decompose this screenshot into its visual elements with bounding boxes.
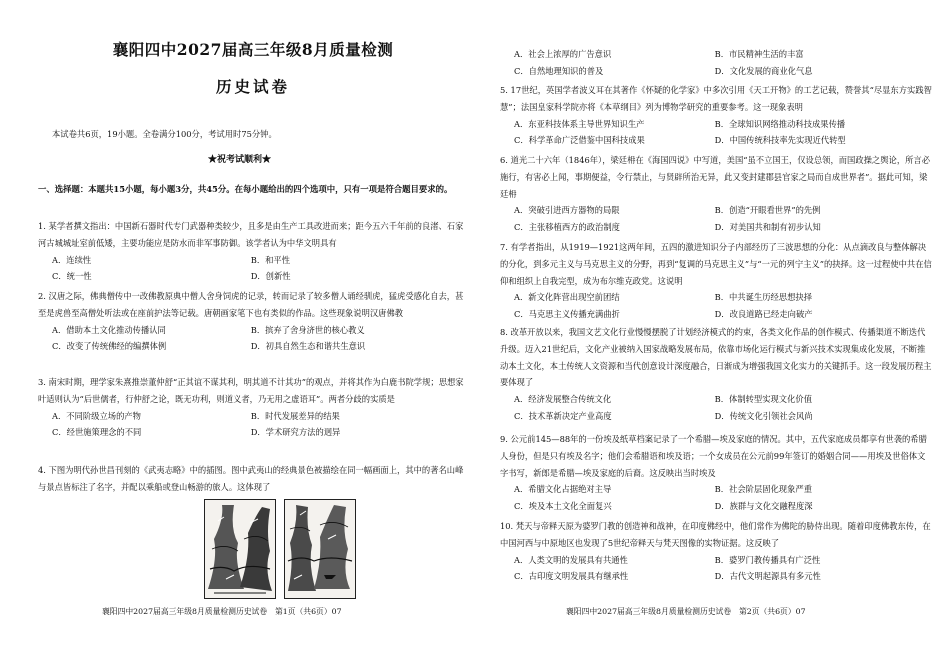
option-c[interactable]: C．主张移植西方的政治制度 xyxy=(514,222,620,233)
option-b[interactable]: B．时代发展差异的结果 xyxy=(250,410,340,421)
option-a[interactable]: A．突破引进西方器物的局限 xyxy=(514,205,620,216)
option-a[interactable]: A．希腊文化占据绝对主导 xyxy=(514,484,612,495)
question-2 xyxy=(38,288,466,355)
option-a[interactable]: A．社会上浓厚的广告意识 xyxy=(514,49,612,59)
option-d[interactable]: D．初具自然生态和谐共生意识 xyxy=(250,341,366,352)
wuyi-illustration xyxy=(204,499,356,599)
option-c[interactable]: C．改变了传统佛经的编撰体例 xyxy=(52,341,167,352)
options xyxy=(500,116,932,150)
option-c[interactable]: C．科学革命广泛借鉴中国科技成果 xyxy=(514,135,645,146)
option-c[interactable]: C．经世施策理念的不同 xyxy=(52,427,142,438)
question-stem: 2. 汉唐之际，佛典僧传中一改佛教原典中僧人舍身饲虎的记录，转而记录了较多僧人诵经驯虎，猛虎受感化自去，甚至是虎兽至高僧处听法或在座前护法等记载。唐朝画家笔下也有类似的作品。这些现象说明汉唐佛教 xyxy=(38,291,464,318)
options xyxy=(500,391,932,425)
option-a[interactable]: A．不同阶级立场的产物 xyxy=(52,410,141,421)
question-8 xyxy=(500,324,932,425)
footer-left: 襄阳四中2027届高三年级8月质量检测历史试卷 第1页（共6页）07 xyxy=(102,607,342,616)
option-b[interactable]: B．创造“开眼看世界”的先例 xyxy=(714,205,821,216)
options xyxy=(38,408,466,442)
option-a[interactable]: A．经济发展整合传统文化 xyxy=(514,394,612,405)
question-stem: 1. 某学者撰文指出：中国新石器时代专门武器种类较少，且多是由生产工具改进而来；距今五六千年前的良渚、石家河古城城址室前低矮，主要功能应是防水而非军事防御。该学者认为中华文明具有 xyxy=(38,221,464,248)
question-3 xyxy=(38,374,466,441)
question-4-options xyxy=(500,46,932,80)
options xyxy=(500,481,932,515)
question-stem: 3. 南宋时期，理学家朱熹推崇董仲舒“正其谊不谋其利，明其道不计其功”的观点，并将其作为白鹿书院学规；思想家叶适则认为“后世儒者，行仲舒之论，既无功利，则道义者，乃无用之虚语耳”。两者分歧的实质是 xyxy=(38,377,464,404)
option-b[interactable]: B．和平性 xyxy=(250,254,291,265)
question-1 xyxy=(38,218,466,285)
option-d[interactable]: D．文化发展的商业化气息 xyxy=(714,65,813,76)
question-10 xyxy=(500,518,932,585)
question-stem: 5. 17世纪，英国学者波义耳在其著作《怀疑的化学家》中多次引用《天工开物》的工艺记载，赞誉其“尽显东方实践智慧”；法国皇家科学院亦将《本草纲目》列为博物学研究的重要参考。这一现象表明 xyxy=(500,85,932,112)
option-a[interactable]: A．新文化阵营出现空前团结 xyxy=(514,292,620,303)
option-c[interactable]: C．统一性 xyxy=(52,271,92,282)
woodblock-print-left-icon xyxy=(204,499,276,599)
option-c[interactable]: C．马克思主义传播充满曲折 xyxy=(514,309,620,320)
option-a[interactable]: A．连续性 xyxy=(52,254,92,265)
options xyxy=(500,289,932,323)
option-d[interactable]: D．古代文明起源具有多元性 xyxy=(714,571,821,582)
question-7 xyxy=(500,239,932,323)
section-heading: 一、选择题：本题共15小题，每小题3分，共45分。在每小题给出的四个选项中，只有一项是符合题目要求的。 xyxy=(38,184,453,194)
option-a[interactable]: A．借助本土文化推动传播认同 xyxy=(52,324,166,335)
option-c[interactable]: C．自然地理知识的普及 xyxy=(514,65,604,76)
question-5 xyxy=(500,82,932,149)
option-c[interactable]: C．古印度文明发展具有继承性 xyxy=(514,571,629,582)
question-6 xyxy=(500,152,932,236)
option-c[interactable]: C．技术革新决定产业高度 xyxy=(514,410,612,421)
option-d[interactable]: D．创新性 xyxy=(250,271,291,282)
exam-title: 襄阳四中2027届高三年级8月质量检测 xyxy=(112,40,394,59)
option-b[interactable]: B．全球知识网络推动科技成果传播 xyxy=(714,118,846,129)
options xyxy=(500,202,932,236)
options xyxy=(500,46,932,80)
question-4 xyxy=(38,462,466,496)
option-b[interactable]: B．摈弃了舍身济世的核心教义 xyxy=(250,324,365,335)
option-b[interactable]: B．社会阶层固化现象严重 xyxy=(714,484,812,495)
option-b[interactable]: B．市民精神生活的丰富 xyxy=(714,49,804,59)
exam-subtitle: 历史试卷 xyxy=(215,77,290,96)
option-d[interactable]: D．族群与文化交融程度深 xyxy=(714,501,813,512)
options xyxy=(38,252,466,286)
footer-right: 襄阳四中2027届高三年级8月质量检测历史试卷 第2页（共6页）07 xyxy=(566,607,806,616)
options xyxy=(500,552,932,586)
options xyxy=(38,322,466,356)
question-stem: 6. 道光二十六年（1846年），梁廷枏在《海国四说》中写道，美国“虽不立国王，仅设总领，而国政操之舆论，所言必施行，有害必上闻，事期便益，令行禁止，与贤辟所治无异，此又变封建郡县官家之局而自成世界者”。据此可知，梁廷枏 xyxy=(500,155,931,199)
question-stem: 7. 有学者指出，从1919—1921这两年间，五四的激进知识分子内部经历了三波思想的分化：从点滴改良与整体解决的分化，到多元主义与马克思主义的分野，再到“复调的马克思主义”与“一元的列宁主义”的抉择。这一过程使中共在信仰和组织上自我完型，成为布尔维克政党。这说明 xyxy=(500,242,932,286)
option-a[interactable]: A．人类文明的发展具有共通性 xyxy=(514,554,628,565)
option-b[interactable]: B．中共诞生历经思想抉择 xyxy=(714,292,812,303)
exam-info: 本试卷共6页，19小题。全卷满分100分，考试用时75分钟。 xyxy=(52,129,277,139)
question-stem: 8. 改革开放以来，我国文艺文化行业慢慢摆脱了计划经济模式的约束，各类文化作品的创作模式、传播渠道不断迭代升级。迈入21世纪后，文化产业被纳入国家战略发展布局，依靠市场化运行模式与新兴技术实现集成化发展，不断推动本土文化，本土传统人文资源和当代创意设计深度融合，日渐成为增强我国文化实力的关键抓手。这一段发展历程主要体现了 xyxy=(500,327,932,388)
option-c[interactable]: C．埃及本土文化全面复兴 xyxy=(514,501,612,512)
option-a[interactable]: A．东亚科技体系主导世界知识生产 xyxy=(514,118,645,129)
question-stem: 10. 梵天与帝释天原为婆罗门教的创造神和战神，在印度佛经中，他们常作为佛陀的胁侍出现。随着印度佛教东传，在中国河西与中原地区也发现了5世纪帝释天与梵天图像的实物证据。这反映了 xyxy=(500,521,931,548)
good-luck-wish: ★祝考试顺利★ xyxy=(208,155,272,165)
woodblock-print-right-icon xyxy=(284,499,356,599)
option-d[interactable]: D．学术研究方法的迥异 xyxy=(250,427,341,438)
option-b[interactable]: B．体制转型实现文化价值 xyxy=(714,394,812,405)
question-9 xyxy=(500,431,932,515)
option-d[interactable]: D．改良道路已经走向破产 xyxy=(714,309,813,320)
option-d[interactable]: D．对美国共和制有初步认知 xyxy=(714,222,821,233)
question-stem: 4. 下图为明代孙世昌刊刻的《武夷志略》中的插图。图中武夷山的经典景色被描绘在同一幅画面上，其中的著名山峰与景点皆标注了名字，并配以乘船或登山畅游的旅人。这体现了 xyxy=(38,465,464,492)
option-b[interactable]: B．婆罗门教传播具有广泛性 xyxy=(714,554,821,565)
question-stem: 9. 公元前145—88年的一份埃及纸草档案记录了一个希腊—埃及家庭的情况。其中，五代家庭成员都享有世袭的希腊人身份，但是只有埃及名字；他们会希腊语和埃及语；一个女成员在公元前99年签订的婚姻合同——用埃及世俗体文字书写，新郎是希腊—埃及家庭的后裔。这反映出当时埃及 xyxy=(500,434,927,478)
option-d[interactable]: D．中国传统科技率先实现近代转型 xyxy=(714,135,846,146)
option-d[interactable]: D．传统文化引领社会风尚 xyxy=(714,410,813,421)
